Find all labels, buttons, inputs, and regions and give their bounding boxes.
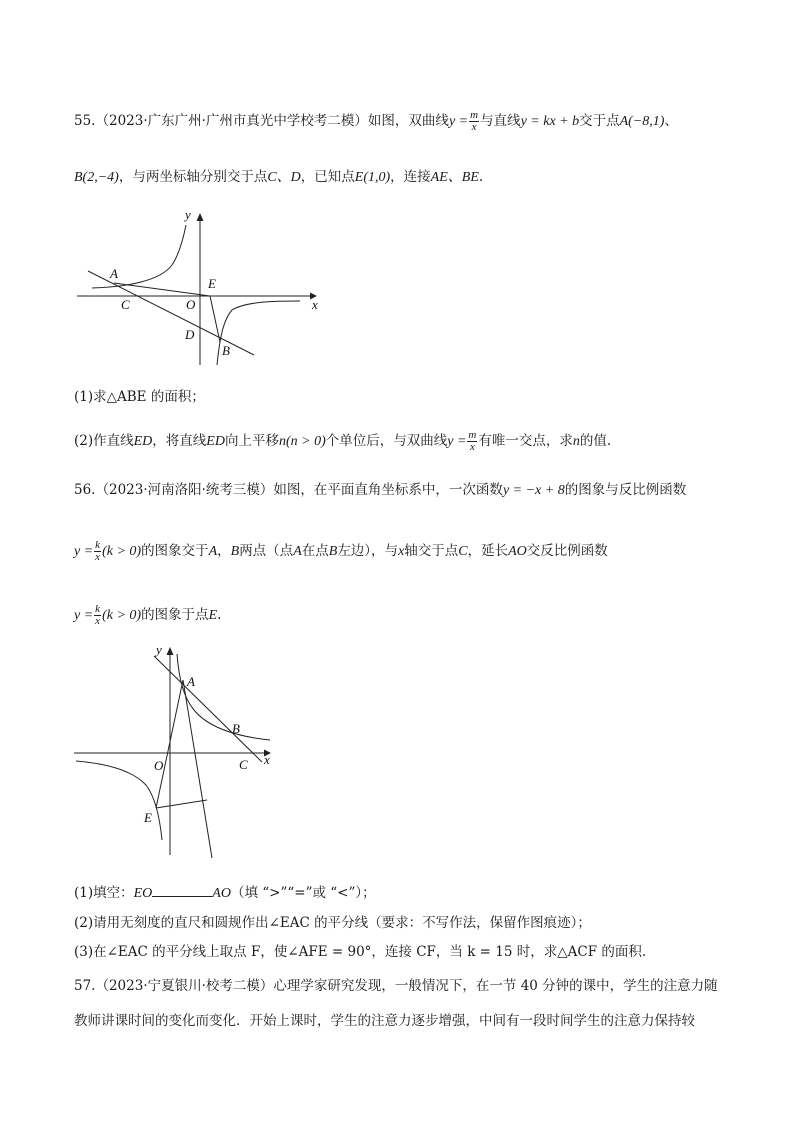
variable: x xyxy=(398,544,405,559)
question-source: （2023·河南洛阳·统考三模）如图，在平面直角坐标系中，一次函数 xyxy=(95,482,503,498)
text: 、 xyxy=(664,113,678,129)
point-label: B(2,−4) xyxy=(74,170,119,185)
q56-part-2 xyxy=(74,913,591,933)
label-a: A xyxy=(110,266,118,281)
label-x: x xyxy=(312,297,318,312)
text: ，与两坐标轴分别交于点 xyxy=(118,169,268,185)
text: 两点（点 xyxy=(239,543,294,559)
point-label: E(1,0) xyxy=(354,170,391,185)
label-y: y xyxy=(185,207,191,222)
label-b: B xyxy=(222,343,230,358)
numerator: k xyxy=(95,539,101,551)
q55-line-1 xyxy=(74,110,678,133)
fraction xyxy=(467,430,477,453)
label-e: E xyxy=(208,276,216,291)
q56-figure xyxy=(72,640,287,865)
equation: y = xyxy=(74,608,94,623)
segment-label: AO xyxy=(508,544,527,559)
text: 有唯一交点，求 xyxy=(478,433,573,449)
text: （填 “>”“=”或 “<”）； xyxy=(230,885,376,901)
segment-label: EO xyxy=(133,886,153,901)
text: (2)作直线 xyxy=(74,433,134,449)
text: ，延长 xyxy=(467,543,509,559)
point-label: B xyxy=(328,544,338,559)
text: 的值. xyxy=(579,433,612,449)
text: (1)填空： xyxy=(74,885,134,901)
label-a: A xyxy=(187,674,195,689)
fraction xyxy=(94,540,101,563)
line-label: ED xyxy=(133,434,153,449)
equation: y = kx + b xyxy=(520,114,580,129)
text: 向上平移 xyxy=(224,433,279,449)
text: . xyxy=(478,169,484,185)
text: 在点 xyxy=(301,543,329,559)
numerator: k xyxy=(95,603,101,615)
hyperbola-branch-left xyxy=(76,761,162,840)
q55-part-1 xyxy=(74,387,205,407)
q56-line-2 xyxy=(74,540,608,563)
denominator: x xyxy=(95,615,101,627)
label-o: O xyxy=(154,758,164,773)
point-label: C、D xyxy=(267,170,301,185)
text: ，已知点 xyxy=(300,169,355,185)
text: 与直线 xyxy=(480,113,521,129)
text: . xyxy=(217,607,222,623)
condition: n(n > 0) xyxy=(278,434,326,449)
denominator: x xyxy=(95,551,101,563)
text: 交于点 xyxy=(579,113,620,129)
answer-blank[interactable] xyxy=(152,882,212,897)
label-c: C xyxy=(239,757,248,772)
text: 左边），与 xyxy=(337,543,399,559)
q55-figure xyxy=(72,205,332,370)
condition: (k > 0) xyxy=(102,608,142,623)
q55-part-2 xyxy=(74,430,611,453)
q56-line-1 xyxy=(74,480,686,501)
text: 轴交于点 xyxy=(404,543,459,559)
part-text: (3)在∠EAC 的平分线上取点 F，使∠AFE = 90°，连接 CF，当 k = 15 时，求△ACF 的面积. xyxy=(74,944,647,960)
text: ，将直线 xyxy=(152,433,207,449)
question-source: （2023·广东广州·广州市真光中学校考二模）如图，双曲线 xyxy=(95,113,449,129)
point-label: A xyxy=(208,544,218,559)
part-text: (2)请用无刻度的直尺和圆规作出∠EAC 的平分线（要求：不写作法，保留作图痕迹）； xyxy=(74,915,591,931)
label-e: E xyxy=(144,810,152,825)
equation: y = xyxy=(74,544,94,559)
text: 个单位后，与双曲线 xyxy=(325,433,448,449)
question-number: 55. xyxy=(74,113,96,129)
fraction xyxy=(94,604,101,627)
denominator: x xyxy=(469,441,475,453)
q57-line-1 xyxy=(74,976,718,996)
condition: (k > 0) xyxy=(102,544,142,559)
segment-ae xyxy=(114,283,210,296)
q57-line-2 xyxy=(74,1011,695,1031)
equation: y = xyxy=(448,114,469,129)
segment-labels: AE、BE xyxy=(430,170,479,185)
label-o: O xyxy=(186,297,196,312)
label-y: y xyxy=(156,642,162,657)
denominator: x xyxy=(471,121,477,133)
line-label: ED xyxy=(206,434,225,449)
question-text: 57.（2023·宁夏银川·校考二模）心理学家研究发现，一般情况下，在一节 40 分钟的课中，学生的注意力随 xyxy=(74,978,718,994)
label-d: D xyxy=(185,327,195,342)
text: 的图象与反比例函数 xyxy=(564,482,687,498)
q56-line-3 xyxy=(74,604,221,627)
point-label: E xyxy=(208,608,218,623)
numerator: m xyxy=(468,429,477,441)
question-number: 56. xyxy=(74,482,96,498)
text: 的图象交于 xyxy=(141,543,209,559)
q55-line-2 xyxy=(74,167,483,188)
point-label: A(−8,1) xyxy=(619,114,665,129)
segment-e-right xyxy=(156,800,207,808)
ray-a xyxy=(183,680,212,858)
equation: y = xyxy=(447,434,467,449)
y-axis-arrow xyxy=(197,213,204,221)
label-b: B xyxy=(232,721,240,736)
q56-part-3 xyxy=(74,942,646,962)
numerator: m xyxy=(470,109,479,121)
equation: y = −x + 8 xyxy=(502,483,565,498)
text: 交反比例函数 xyxy=(526,543,608,559)
point-label: C xyxy=(458,544,468,559)
text: ， xyxy=(217,543,231,559)
fraction xyxy=(469,110,479,133)
segment-label: AO xyxy=(212,886,231,901)
hyperbola-branch-left xyxy=(92,225,186,288)
text: ，连接 xyxy=(390,169,431,185)
point-label: A xyxy=(293,544,302,559)
label-x: x xyxy=(264,752,270,767)
variable: n xyxy=(572,434,580,449)
question-text: 教师讲课时间的变化而变化．开始上课时，学生的注意力逐步增强，中间有一段时间学生的注意力保持较 xyxy=(74,1013,695,1029)
text: 的图象于点 xyxy=(141,607,209,623)
label-c: C xyxy=(121,297,130,312)
part-text: (1)求△ABE 的面积； xyxy=(74,389,205,405)
q56-part-1 xyxy=(74,882,376,904)
y-axis-arrow xyxy=(167,647,174,655)
point-label: B xyxy=(230,544,240,559)
